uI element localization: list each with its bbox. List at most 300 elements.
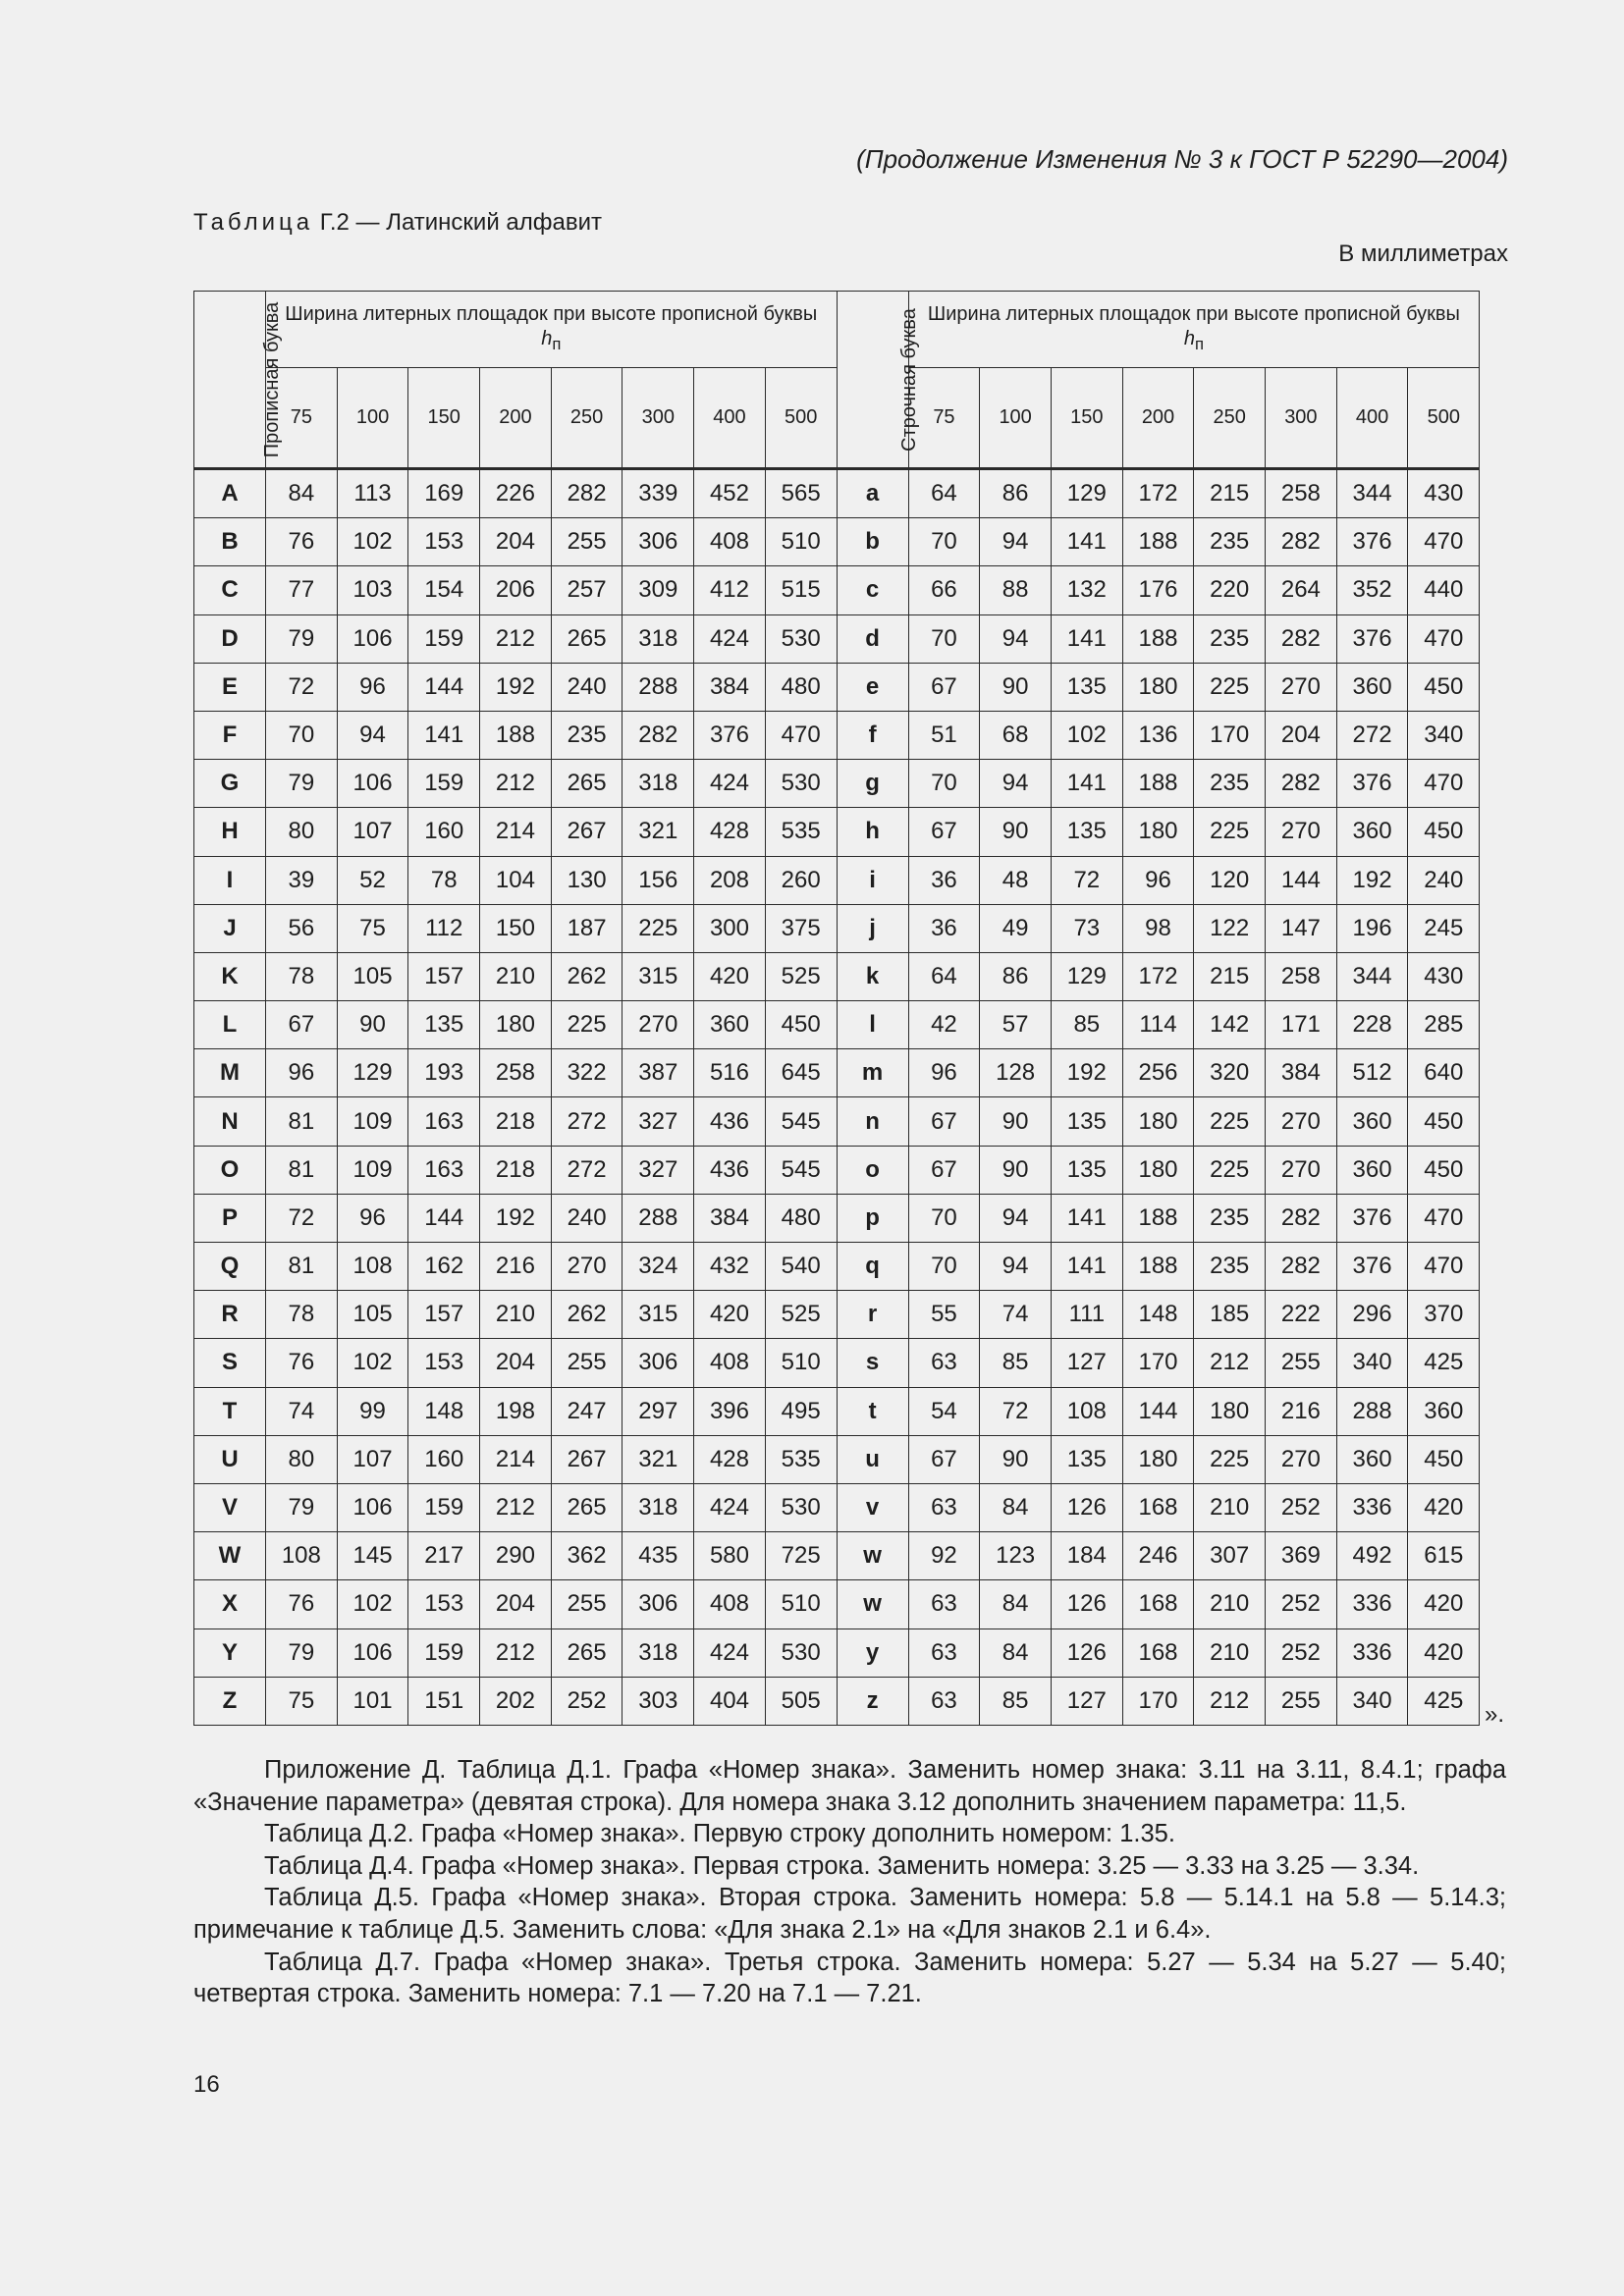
lower-width-cell: 420: [1408, 1580, 1480, 1629]
lower-width-cell: 63: [908, 1580, 980, 1629]
upper-letter-cell: R: [194, 1291, 266, 1339]
upper-width-cell: 255: [551, 1339, 623, 1387]
lower-width-cell: 450: [1408, 1435, 1480, 1483]
lower-width-cell: 98: [1122, 904, 1194, 952]
upper-width-cell: 260: [765, 856, 837, 904]
lower-width-cell: 640: [1408, 1049, 1480, 1097]
upper-width-cell: 327: [623, 1146, 694, 1194]
upper-width-cell: 180: [480, 1001, 552, 1049]
lower-width-cell: 86: [980, 469, 1052, 518]
upper-width-cell: 258: [480, 1049, 552, 1097]
lower-width-cell: 55: [908, 1291, 980, 1339]
page-number: 16: [193, 2071, 220, 2098]
height-header: 100: [980, 368, 1052, 469]
table-row: [194, 518, 1480, 566]
upper-width-cell: 113: [337, 469, 408, 518]
lower-width-cell: 126: [1051, 1629, 1122, 1677]
upper-letter-cell: B: [194, 518, 266, 566]
upper-width-cell: 450: [765, 1001, 837, 1049]
lower-width-cell: 51: [908, 711, 980, 759]
lower-width-cell: 288: [1336, 1387, 1408, 1435]
lower-width-cell: 180: [1194, 1387, 1266, 1435]
upper-width-cell: 141: [408, 711, 480, 759]
upper-width-cell: 204: [480, 1580, 552, 1629]
group-label: Ширина литерных площадок при высоте прописной буквы: [285, 303, 818, 325]
upper-width-cell: 212: [480, 1629, 552, 1677]
upper-width-cell: 420: [694, 952, 766, 1000]
upper-width-cell: 52: [337, 856, 408, 904]
units-note: В миллиметрах: [1338, 240, 1508, 267]
lower-width-cell: 360: [1336, 1146, 1408, 1194]
upper-width-cell: 267: [551, 1435, 623, 1483]
upper-width-cell: 225: [623, 904, 694, 952]
upper-width-cell: 70: [266, 711, 338, 759]
lower-width-cell: 172: [1122, 469, 1194, 518]
lower-width-cell: 94: [980, 760, 1052, 808]
lower-width-cell: 255: [1266, 1339, 1337, 1387]
upper-width-cell: 376: [694, 711, 766, 759]
lower-width-cell: 282: [1266, 1194, 1337, 1242]
upper-width-cell: 384: [694, 663, 766, 711]
table-row: [194, 1194, 1480, 1242]
lower-width-cell: 85: [980, 1339, 1052, 1387]
lower-width-cell: 180: [1122, 1097, 1194, 1146]
upper-width-cell: 90: [337, 1001, 408, 1049]
upper-width-cell: 309: [623, 566, 694, 614]
upper-width-cell: 79: [266, 1629, 338, 1677]
lower-width-cell: 252: [1266, 1629, 1337, 1677]
upper-width-cell: 408: [694, 518, 766, 566]
upper-letter-cell: I: [194, 856, 266, 904]
lower-width-cell: 215: [1194, 469, 1266, 518]
upper-letter-cell: M: [194, 1049, 266, 1097]
table-row: [194, 469, 1480, 518]
upper-width-cell: 81: [266, 1146, 338, 1194]
lower-width-cell: 252: [1266, 1483, 1337, 1531]
lower-width-cell: 196: [1336, 904, 1408, 952]
upper-width-cell: 187: [551, 904, 623, 952]
closing-quote: ».: [1485, 1701, 1505, 1728]
upper-width-cell: 153: [408, 518, 480, 566]
upper-letter-cell: T: [194, 1387, 266, 1435]
paragraph: Приложение Д. Таблица Д.1. Графа «Номер знака». Заменить номер знака: 3.11 на 3.11, 8.4.1; графа «Значение параметра» (девятая строка). Для номера знака 3.12 дополнить значением параметра: 11,5.: [193, 1756, 1506, 1816]
lower-width-cell: 64: [908, 952, 980, 1000]
upper-width-cell: 510: [765, 1580, 837, 1629]
lower-width-cell: 225: [1194, 1435, 1266, 1483]
height-header: 150: [408, 368, 480, 469]
lower-letter-cell: v: [837, 1483, 908, 1531]
upper-width-cell: 436: [694, 1146, 766, 1194]
lower-width-cell: 86: [980, 952, 1052, 1000]
lower-width-cell: 141: [1051, 1243, 1122, 1291]
lower-width-cell: 282: [1266, 518, 1337, 566]
lower-letter-cell: f: [837, 711, 908, 759]
lower-width-cell: 132: [1051, 566, 1122, 614]
lower-width-cell: 188: [1122, 1243, 1194, 1291]
table-row: [194, 566, 1480, 614]
upper-width-cell: 545: [765, 1146, 837, 1194]
lower-width-cell: 66: [908, 566, 980, 614]
lower-width-cell: 369: [1266, 1532, 1337, 1580]
table-row: [194, 1001, 1480, 1049]
upper-width-cell: 265: [551, 614, 623, 663]
upper-width-cell: 159: [408, 1629, 480, 1677]
lower-width-cell: 282: [1266, 760, 1337, 808]
table-row: [194, 952, 1480, 1000]
upper-width-cell: 270: [623, 1001, 694, 1049]
upper-letter-cell: V: [194, 1483, 266, 1531]
lower-width-cell: 352: [1336, 566, 1408, 614]
lower-width-cell: 74: [980, 1291, 1052, 1339]
lower-width-cell: 70: [908, 518, 980, 566]
upper-width-cell: 252: [551, 1677, 623, 1725]
upper-width-cell: 212: [480, 1483, 552, 1531]
upper-width-cell: 247: [551, 1387, 623, 1435]
table-row: [194, 1146, 1480, 1194]
upper-width-cell: 204: [480, 1339, 552, 1387]
height-header: 150: [1051, 368, 1122, 469]
lower-width-cell: 70: [908, 760, 980, 808]
height-header: 200: [480, 368, 552, 469]
upper-letter-cell: X: [194, 1580, 266, 1629]
upper-width-cell: 265: [551, 1483, 623, 1531]
upper-width-cell: 428: [694, 808, 766, 856]
upper-width-cell: 99: [337, 1387, 408, 1435]
lower-width-cell: 270: [1266, 1146, 1337, 1194]
lower-width-cell: 192: [1336, 856, 1408, 904]
upper-width-cell: 530: [765, 614, 837, 663]
lower-width-cell: 212: [1194, 1339, 1266, 1387]
lower-width-cell: 129: [1051, 469, 1122, 518]
lower-width-cell: 170: [1194, 711, 1266, 759]
upper-width-cell: 105: [337, 952, 408, 1000]
lower-width-cell: 72: [1051, 856, 1122, 904]
lower-width-cell: 73: [1051, 904, 1122, 952]
upper-width-cell: 160: [408, 808, 480, 856]
lower-width-cell: 63: [908, 1677, 980, 1725]
lower-width-cell: 85: [1051, 1001, 1122, 1049]
upper-width-cell: 67: [266, 1001, 338, 1049]
lower-width-cell: 192: [1051, 1049, 1122, 1097]
lower-width-cell: 470: [1408, 1194, 1480, 1242]
lower-letter-cell: w: [837, 1580, 908, 1629]
upper-width-cell: 318: [623, 1629, 694, 1677]
lower-width-cell: 168: [1122, 1483, 1194, 1531]
lower-width-cell: 376: [1336, 518, 1408, 566]
upper-letter-cell: Q: [194, 1243, 266, 1291]
lower-width-cell: 141: [1051, 760, 1122, 808]
lower-width-cell: 96: [1122, 856, 1194, 904]
lower-width-cell: 85: [980, 1677, 1052, 1725]
table-body: [194, 469, 1480, 1726]
lower-width-cell: 67: [908, 1435, 980, 1483]
upper-width-cell: 150: [480, 904, 552, 952]
lower-letter-cell: a: [837, 469, 908, 518]
lower-width-cell: 127: [1051, 1677, 1122, 1725]
lower-width-cell: 141: [1051, 614, 1122, 663]
lower-width-cell: 171: [1266, 1001, 1337, 1049]
lower-width-cell: 307: [1194, 1532, 1266, 1580]
upper-width-cell: 80: [266, 808, 338, 856]
upper-width-cell: 282: [551, 469, 623, 518]
upper-width-cell: 322: [551, 1049, 623, 1097]
lower-width-cell: 512: [1336, 1049, 1408, 1097]
lower-width-cell: 67: [908, 1097, 980, 1146]
lower-width-cell: 144: [1122, 1387, 1194, 1435]
paragraph: Таблица Д.7. Графа «Номер знака». Третья строка. Заменить номера: 5.27 — 5.34 на 5.27 — 5.40; четвертая строка. Заменить номера: 7.1 — 7.20 на 7.1 — 7.21.: [193, 1948, 1506, 2008]
lower-width-cell: 114: [1122, 1001, 1194, 1049]
lower-width-cell: 340: [1336, 1339, 1408, 1387]
upper-width-cell: 160: [408, 1435, 480, 1483]
lower-width-cell: 96: [908, 1049, 980, 1097]
lower-width-cell: 67: [908, 663, 980, 711]
upper-width-cell: 235: [551, 711, 623, 759]
height-header: 500: [1408, 368, 1480, 469]
upper-width-cell: 106: [337, 1483, 408, 1531]
lower-width-cell: 235: [1194, 760, 1266, 808]
lower-width-cell: 228: [1336, 1001, 1408, 1049]
table-row: [194, 1435, 1480, 1483]
lower-width-cell: 376: [1336, 1194, 1408, 1242]
upper-width-cell: 78: [266, 952, 338, 1000]
lower-width-cell: 425: [1408, 1339, 1480, 1387]
lower-width-cell: 376: [1336, 614, 1408, 663]
upper-width-cell: 198: [480, 1387, 552, 1435]
lower-width-cell: 180: [1122, 808, 1194, 856]
lower-width-cell: 94: [980, 614, 1052, 663]
upper-width-cell: 76: [266, 518, 338, 566]
lower-letter-cell: t: [837, 1387, 908, 1435]
lower-width-group-header: [908, 292, 1480, 368]
lower-width-cell: 212: [1194, 1677, 1266, 1725]
lower-width-cell: 285: [1408, 1001, 1480, 1049]
lower-width-cell: 470: [1408, 760, 1480, 808]
lower-width-cell: 360: [1336, 808, 1408, 856]
lower-letter-cell: k: [837, 952, 908, 1000]
upper-width-cell: 193: [408, 1049, 480, 1097]
lower-width-cell: 440: [1408, 566, 1480, 614]
upper-width-cell: 495: [765, 1387, 837, 1435]
upper-width-cell: 112: [408, 904, 480, 952]
lower-width-cell: 336: [1336, 1483, 1408, 1531]
lower-width-cell: 420: [1408, 1483, 1480, 1531]
lower-width-cell: 67: [908, 1146, 980, 1194]
upper-width-cell: 156: [623, 856, 694, 904]
upper-width-cell: 159: [408, 760, 480, 808]
height-header: 250: [1194, 368, 1266, 469]
upper-width-cell: 94: [337, 711, 408, 759]
upper-width-cell: 102: [337, 1580, 408, 1629]
lower-width-cell: 296: [1336, 1291, 1408, 1339]
lower-width-cell: 376: [1336, 760, 1408, 808]
table-caption: [193, 209, 602, 237]
upper-width-cell: 108: [337, 1243, 408, 1291]
upper-width-cell: 725: [765, 1532, 837, 1580]
lower-width-cell: 168: [1122, 1580, 1194, 1629]
upper-width-cell: 424: [694, 1483, 766, 1531]
lower-width-cell: 90: [980, 1097, 1052, 1146]
lower-width-cell: 470: [1408, 518, 1480, 566]
upper-width-cell: 144: [408, 1194, 480, 1242]
lower-width-cell: 188: [1122, 518, 1194, 566]
table-row: [194, 1580, 1480, 1629]
upper-width-cell: 408: [694, 1580, 766, 1629]
table-row: [194, 904, 1480, 952]
lower-width-cell: 111: [1051, 1291, 1122, 1339]
lower-width-cell: 255: [1266, 1677, 1337, 1725]
upper-letter-cell: S: [194, 1339, 266, 1387]
amendment-text: [193, 1754, 1506, 2010]
lower-width-cell: 90: [980, 663, 1052, 711]
lower-width-cell: 245: [1408, 904, 1480, 952]
group-label: Ширина литерных площадок при высоте прописной буквы: [927, 303, 1460, 325]
lower-width-cell: 94: [980, 518, 1052, 566]
upper-width-cell: 163: [408, 1097, 480, 1146]
lower-width-cell: 67: [908, 808, 980, 856]
lower-letter-cell: z: [837, 1677, 908, 1725]
upper-width-cell: 217: [408, 1532, 480, 1580]
lower-letter-cell: h: [837, 808, 908, 856]
upper-width-cell: 318: [623, 614, 694, 663]
lower-width-cell: 63: [908, 1339, 980, 1387]
lower-width-cell: 68: [980, 711, 1052, 759]
upper-width-cell: 210: [480, 952, 552, 1000]
upper-width-cell: 270: [551, 1243, 623, 1291]
h-subscript: п: [552, 335, 562, 353]
lower-width-cell: 188: [1122, 760, 1194, 808]
upper-width-cell: 510: [765, 518, 837, 566]
upper-width-cell: 102: [337, 1339, 408, 1387]
lower-width-cell: 122: [1194, 904, 1266, 952]
lower-width-cell: 215: [1194, 952, 1266, 1000]
lower-width-cell: 49: [980, 904, 1052, 952]
lower-width-cell: 376: [1336, 1243, 1408, 1291]
lower-width-cell: 136: [1122, 711, 1194, 759]
lower-width-cell: 54: [908, 1387, 980, 1435]
upper-width-cell: 79: [266, 760, 338, 808]
upper-width-cell: 109: [337, 1146, 408, 1194]
lower-width-cell: 135: [1051, 1097, 1122, 1146]
upper-width-cell: 318: [623, 760, 694, 808]
lower-letter-cell: c: [837, 566, 908, 614]
lower-width-cell: 168: [1122, 1629, 1194, 1677]
upper-width-group-header: [266, 292, 838, 368]
upper-letter-cell: L: [194, 1001, 266, 1049]
upper-width-cell: 107: [337, 1435, 408, 1483]
upper-width-cell: 79: [266, 1483, 338, 1531]
lower-letter-cell: n: [837, 1097, 908, 1146]
upper-width-cell: 80: [266, 1435, 338, 1483]
lower-width-cell: 336: [1336, 1580, 1408, 1629]
lower-letter-cell: j: [837, 904, 908, 952]
lower-width-cell: 63: [908, 1483, 980, 1531]
lower-width-cell: 135: [1051, 1435, 1122, 1483]
lower-width-cell: 84: [980, 1580, 1052, 1629]
lower-letter-cell: m: [837, 1049, 908, 1097]
table-row: [194, 1483, 1480, 1531]
upper-letter-cell: Y: [194, 1629, 266, 1677]
lower-letter-header-text: Строчная буква: [897, 307, 920, 452]
lower-width-cell: 470: [1408, 614, 1480, 663]
lower-width-cell: 450: [1408, 663, 1480, 711]
lower-width-cell: 128: [980, 1049, 1052, 1097]
upper-width-cell: 145: [337, 1532, 408, 1580]
upper-width-cell: 404: [694, 1677, 766, 1725]
lower-width-cell: 70: [908, 614, 980, 663]
lower-width-cell: 120: [1194, 856, 1266, 904]
upper-width-cell: 204: [480, 518, 552, 566]
lower-letter-cell: e: [837, 663, 908, 711]
lower-letter-cell: s: [837, 1339, 908, 1387]
table-row: [194, 1049, 1480, 1097]
lower-letter-cell: i: [837, 856, 908, 904]
upper-letter-cell: C: [194, 566, 266, 614]
upper-width-cell: 530: [765, 1483, 837, 1531]
upper-width-cell: 188: [480, 711, 552, 759]
lower-width-cell: 129: [1051, 952, 1122, 1000]
upper-width-cell: 396: [694, 1387, 766, 1435]
lower-width-cell: 340: [1408, 711, 1480, 759]
upper-width-cell: 262: [551, 952, 623, 1000]
upper-width-cell: 565: [765, 469, 837, 518]
height-header: 75: [908, 368, 980, 469]
lower-width-cell: 141: [1051, 1194, 1122, 1242]
lower-width-cell: 282: [1266, 614, 1337, 663]
table-row: [194, 1677, 1480, 1725]
table-row: [194, 1387, 1480, 1435]
upper-width-cell: 96: [337, 1194, 408, 1242]
lower-width-cell: 258: [1266, 469, 1337, 518]
upper-width-cell: 39: [266, 856, 338, 904]
lower-width-cell: 320: [1194, 1049, 1266, 1097]
upper-width-cell: 154: [408, 566, 480, 614]
upper-width-cell: 79: [266, 614, 338, 663]
lower-letter-cell: u: [837, 1435, 908, 1483]
lower-width-cell: 57: [980, 1001, 1052, 1049]
lower-width-cell: 176: [1122, 566, 1194, 614]
lower-letter-cell: p: [837, 1194, 908, 1242]
lower-width-cell: 492: [1336, 1532, 1408, 1580]
upper-width-cell: 420: [694, 1291, 766, 1339]
height-header: 500: [765, 368, 837, 469]
lower-width-cell: 235: [1194, 518, 1266, 566]
upper-letter-cell: K: [194, 952, 266, 1000]
upper-letter-cell: G: [194, 760, 266, 808]
height-header: 250: [551, 368, 623, 469]
lower-width-cell: 210: [1194, 1483, 1266, 1531]
upper-width-cell: 306: [623, 1339, 694, 1387]
table-row: [194, 760, 1480, 808]
upper-width-cell: 108: [266, 1532, 338, 1580]
lower-width-cell: 126: [1051, 1580, 1122, 1629]
upper-letter-cell: A: [194, 469, 266, 518]
lower-width-cell: 225: [1194, 1146, 1266, 1194]
lower-width-cell: 90: [980, 1435, 1052, 1483]
upper-width-cell: 56: [266, 904, 338, 952]
upper-letter-cell: O: [194, 1146, 266, 1194]
upper-width-cell: 535: [765, 1435, 837, 1483]
upper-width-cell: 645: [765, 1049, 837, 1097]
upper-width-cell: 163: [408, 1146, 480, 1194]
lower-width-cell: 84: [980, 1629, 1052, 1677]
table-row: [194, 1339, 1480, 1387]
height-header: 200: [1122, 368, 1194, 469]
upper-width-cell: 206: [480, 566, 552, 614]
upper-width-cell: 321: [623, 808, 694, 856]
upper-width-cell: 530: [765, 760, 837, 808]
upper-width-cell: 105: [337, 1291, 408, 1339]
lower-width-cell: 235: [1194, 1243, 1266, 1291]
